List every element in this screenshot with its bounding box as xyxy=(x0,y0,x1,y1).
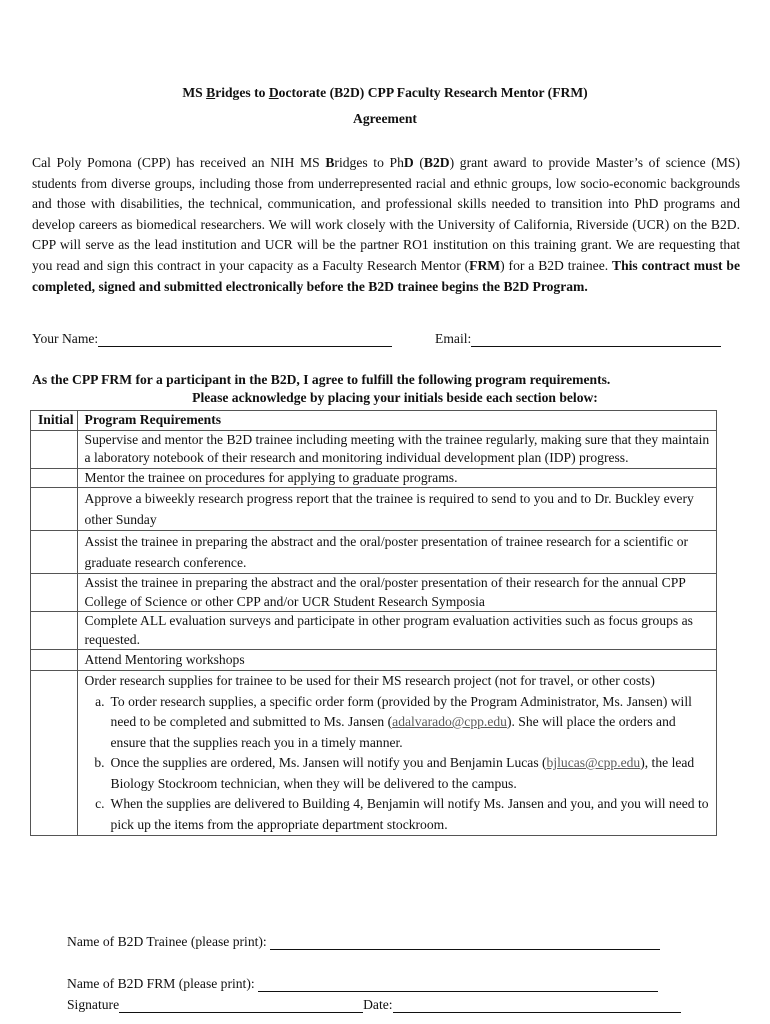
signature-label: Signature xyxy=(67,997,120,1012)
document-subtitle: Agreement xyxy=(353,111,417,126)
name-field[interactable] xyxy=(98,332,392,347)
requirement-order-supplies xyxy=(77,671,716,836)
name-label: Your Name: xyxy=(32,331,99,346)
email-link[interactable]: bjlucas@cpp.edu xyxy=(546,755,641,770)
list-item: b. Once the supplies are ordered, Ms. Jansen will notify you and Benjamin Lucas (bjlucas@cpp.edu), the lead Biology Stockroom technician, when they will be delivered to the campus. xyxy=(85,753,713,794)
initial-input-cell[interactable] xyxy=(31,430,78,468)
requirement-text: Mentor the trainee on procedures for applying to graduate programs. xyxy=(77,468,716,488)
table-row xyxy=(31,430,717,468)
table-row xyxy=(31,574,717,612)
trainee-name-field[interactable] xyxy=(270,935,660,950)
intro-paragraph: Cal Poly Pomona (CPP) has received an NIH MS Bridges to PhD (B2D) grant award to provide Master’s of science (MS) students from diverse groups, including those from underrepresented racial and ethnic groups, low socio-economic backgrounds and those with disabilities, the technical, communication, and professional skills needed to transition into PhD programs and develop careers as biomedical researchers. We will work closely with the University of California, Riverside (UCR) on the B2D. CPP will serve as the lead institution and UCR will be the partner RO1 institution on this training grant. We are requesting that you read and sign this contract in your capacity as a Faculty Research Mentor (FRM) for a B2D trainee. This contract must be completed, signed and submitted electronically before the B2D trainee begins the B2D Program. xyxy=(32,155,740,294)
requirement-text: Approve a biweekly research progress report that the trainee is required to send to you and to Dr. Buckley every other Sunday xyxy=(77,488,716,531)
date-label: Date: xyxy=(363,997,393,1012)
table-row xyxy=(31,488,717,531)
initial-column-header: Initial xyxy=(31,411,78,431)
requirement-text: Assist the trainee in preparing the abstract and the oral/poster presentation of trainee research for a scientific or graduate research conference. xyxy=(77,531,716,574)
requirement-text: Order research supplies for trainee to be used for their MS research project (not for travel, or other costs) xyxy=(84,673,655,688)
frm-name-row xyxy=(67,976,658,992)
initial-input-cell[interactable] xyxy=(31,531,78,574)
frm-name-label: Name of B2D FRM (please print): xyxy=(67,976,259,991)
acknowledge-instruction: Please acknowledge by placing your initials beside each section below: xyxy=(192,390,598,405)
date-field[interactable] xyxy=(393,998,681,1013)
table-row xyxy=(31,671,717,836)
email-link[interactable]: adalvarado@cpp.edu xyxy=(392,714,507,729)
requirements-table xyxy=(30,410,717,836)
requirement-text: Attend Mentoring workshops xyxy=(77,650,716,671)
requirements-column-header: Program Requirements xyxy=(77,411,716,431)
list-marker: b. xyxy=(94,755,105,770)
agreement-statement: As the CPP FRM for a participant in the B2D, I agree to fulfill the following program requirements. xyxy=(32,372,611,387)
document-title: MS Bridges to Doctorate (B2D) CPP Faculty Research Mentor (FRM) xyxy=(182,85,588,100)
signature-field[interactable] xyxy=(119,998,363,1013)
requirement-text: Complete ALL evaluation surveys and participate in other program evaluation activities such as focus groups as requested. xyxy=(77,612,716,650)
table-row xyxy=(31,531,717,574)
table-row xyxy=(31,468,717,488)
requirement-text: Supervise and mentor the B2D trainee including meeting with the trainee regularly, making sure that they maintain a laboratory notebook of their research and monitoring individual development plan (IDP) progress. xyxy=(77,430,716,468)
initial-input-cell[interactable] xyxy=(31,650,78,671)
list-item xyxy=(85,794,713,835)
signature-row xyxy=(67,997,681,1013)
trainee-name-row xyxy=(67,934,660,950)
initial-input-cell[interactable] xyxy=(31,488,78,531)
contact-fields xyxy=(32,331,732,347)
trainee-name-label: Name of B2D Trainee (please print): xyxy=(67,934,271,949)
frm-name-field[interactable] xyxy=(258,977,658,992)
table-header-row xyxy=(31,411,717,431)
sub-step-list xyxy=(85,692,713,836)
list-marker: c. xyxy=(95,796,105,811)
initial-input-cell[interactable] xyxy=(31,574,78,612)
initial-input-cell[interactable] xyxy=(31,671,78,836)
email-label: Email: xyxy=(435,331,472,346)
requirement-text: Assist the trainee in preparing the abstract and the oral/poster presentation of their research for the annual CPP College of Science or other CPP and/or UCR Student Research Symposia xyxy=(77,574,716,612)
list-item: a. To order research supplies, a specific order form (provided by the Program Administrator, Ms. Jansen) will need to be completed and submitted to Ms. Jansen (adalvarado@cpp.edu). She will place the orders and ensure that the supplies reach you in a timely manner. xyxy=(85,692,713,754)
table-row xyxy=(31,650,717,671)
list-item-text: When the supplies are delivered to Building 4, Benjamin will notify Ms. Jansen and you, and you will need to pick up the items from the appropriate department stockroom. xyxy=(110,796,709,832)
initial-input-cell[interactable] xyxy=(31,612,78,650)
table-row xyxy=(31,612,717,650)
email-field[interactable] xyxy=(471,332,721,347)
list-marker: a. xyxy=(95,693,105,709)
initial-input-cell[interactable] xyxy=(31,468,78,488)
